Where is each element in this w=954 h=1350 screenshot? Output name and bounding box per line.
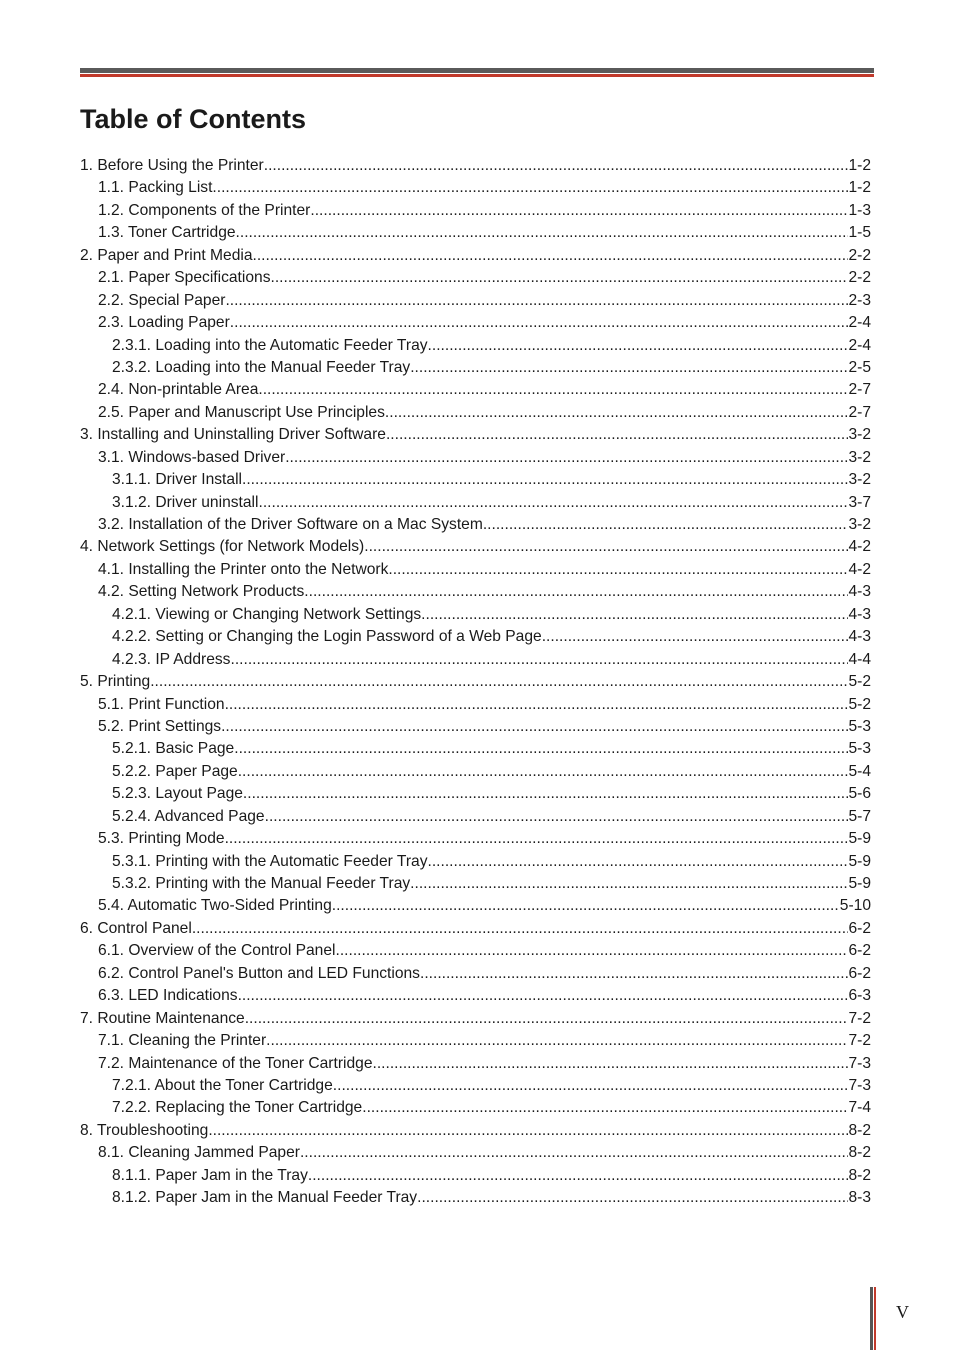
toc-dot-leader	[225, 290, 848, 312]
toc-entry[interactable]	[80, 604, 871, 626]
toc-entry[interactable]	[80, 312, 871, 334]
toc-entry[interactable]	[80, 1075, 871, 1097]
toc-entry-label: 2.2. Special Paper	[98, 291, 226, 309]
toc-entry-page: 8-2	[848, 1144, 871, 1162]
toc-dot-leader	[221, 716, 848, 738]
toc-entry-label: 4.2.3. IP Address	[112, 650, 231, 668]
toc-entry-page: 6-3	[848, 987, 871, 1005]
toc-entry[interactable]	[80, 402, 871, 424]
toc-entry[interactable]	[80, 1030, 871, 1052]
toc-entry-label: 5.3.1. Printing with the Automatic Feeder Tray	[112, 852, 428, 870]
header-rule-accent	[80, 74, 874, 77]
toc-entry[interactable]	[80, 626, 871, 648]
toc-dot-leader	[310, 200, 848, 222]
toc-dot-leader	[410, 873, 848, 895]
toc-entry-page: 3-2	[848, 516, 871, 533]
toc-entry-page: 7-4	[848, 1099, 871, 1117]
toc-entry-page: 2-7	[848, 403, 871, 421]
toc-dot-leader	[333, 1075, 849, 1097]
toc-dot-leader	[225, 694, 849, 716]
toc-entry-page: 2-2	[848, 269, 871, 287]
toc-entry-page: 5-3	[848, 717, 871, 735]
toc-entry-label: 1.2. Components of the Printer	[98, 201, 311, 219]
toc-entry-page: 4-3	[848, 583, 871, 601]
toc-dot-leader	[212, 177, 848, 199]
footer-rule-dark	[870, 1287, 873, 1350]
toc-entry[interactable]	[80, 738, 871, 760]
toc-dot-leader	[420, 963, 848, 985]
toc-entry-page: 8-2	[848, 1166, 871, 1184]
toc-dot-leader	[245, 1008, 849, 1030]
toc-entry-label: 1. Before Using the Printer	[80, 157, 264, 174]
toc-dot-leader	[243, 783, 849, 805]
toc-entry-page: 1-2	[848, 179, 871, 197]
toc-entry-label: 3.1.1. Driver Install	[112, 471, 242, 489]
toc-entry[interactable]	[80, 963, 871, 985]
toc-entry-label: 5. Printing	[80, 673, 151, 691]
toc-dot-leader	[362, 1097, 848, 1119]
toc-entry[interactable]	[80, 828, 871, 850]
toc-entry[interactable]	[80, 783, 871, 805]
toc-entry[interactable]	[80, 1187, 871, 1209]
toc-entry[interactable]	[80, 985, 871, 1007]
toc-entry-page: 4-2	[848, 560, 871, 578]
toc-dot-leader	[266, 1030, 848, 1052]
toc-entry[interactable]	[80, 492, 871, 514]
toc-entry-page: 7-2	[848, 1009, 871, 1027]
toc-entry-label: 1.1. Packing List	[98, 179, 213, 197]
toc-dot-leader	[332, 895, 840, 917]
toc-entry[interactable]	[80, 918, 871, 940]
toc-dot-leader	[253, 245, 849, 267]
toc-dot-leader	[304, 581, 848, 603]
toc-entry-page: 5-7	[848, 807, 871, 825]
toc-entry[interactable]	[80, 806, 871, 828]
toc-dot-leader	[483, 514, 849, 536]
toc-entry-label: 6.1. Overview of the Control Panel	[98, 942, 336, 960]
toc-dot-leader	[150, 671, 848, 693]
toc-entry-label: 1.3. Toner Cartridge	[98, 224, 236, 242]
toc-entry-page: 3-2	[848, 448, 871, 466]
toc-entry-label: 5.2. Print Settings	[98, 717, 222, 735]
toc-dot-leader	[542, 626, 849, 648]
toc-dot-leader	[428, 335, 849, 357]
toc-entry-page: 7-3	[848, 1076, 871, 1094]
toc-entry-label: 2.5. Paper and Manuscript Use Principles	[98, 403, 385, 421]
toc-entry-page: 2-7	[848, 381, 871, 399]
toc-entry-label: 5.3. Printing Mode	[98, 830, 225, 848]
header-rule-dark	[80, 68, 874, 73]
toc-entry-label: 2.3.2. Loading into the Manual Feeder Tray	[112, 358, 411, 376]
toc-dot-leader	[238, 761, 849, 783]
toc-entry[interactable]	[80, 1120, 871, 1142]
toc-entry-label: 2.1. Paper Specifications	[98, 269, 271, 287]
toc-entry-page: 6-2	[848, 964, 871, 982]
toc-entry-label: 3.2. Installation of the Driver Software on a Mac System	[98, 516, 483, 533]
toc-dot-leader	[386, 424, 848, 446]
toc-entry-label: 4. Network Settings (for Network Models)	[80, 538, 365, 556]
toc-dot-leader	[238, 985, 849, 1007]
toc-entry-label: 4.2. Setting Network Products	[98, 583, 305, 601]
toc-entry-label: 4.2.2. Setting or Changing the Login Password of a Web Page	[112, 628, 542, 646]
toc-entry-label: 5.2.3. Layout Page	[112, 785, 243, 803]
toc-entry-page: 4-4	[848, 650, 871, 668]
toc-entry-label: 2.3.1. Loading into the Automatic Feeder Tray	[112, 336, 428, 354]
toc-entry[interactable]	[80, 222, 871, 244]
toc-entry[interactable]	[80, 290, 871, 312]
toc-dot-leader	[421, 604, 848, 626]
toc-entry-label: 8.1.1. Paper Jam in the Tray	[112, 1166, 308, 1184]
toc-entry[interactable]	[80, 873, 871, 895]
toc-entry-label: 4.1. Installing the Printer onto the Network	[98, 560, 389, 578]
toc-entry[interactable]	[80, 559, 871, 581]
toc-entry[interactable]	[80, 940, 871, 962]
toc-entry-label: 5.3.2. Printing with the Manual Feeder Tray	[112, 875, 411, 892]
toc-entry[interactable]	[80, 177, 871, 199]
toc-entry-label: 3. Installing and Uninstalling Driver Software	[80, 426, 386, 444]
toc-entry[interactable]	[80, 694, 871, 716]
page-number: V	[896, 1302, 909, 1322]
toc-entry-page: 5-9	[848, 830, 871, 848]
toc-dot-leader	[265, 806, 849, 828]
toc-entry[interactable]	[80, 1008, 871, 1030]
toc-entry-page: 3-2	[848, 426, 871, 444]
toc-entry-page: 4-2	[848, 538, 871, 556]
toc-entry[interactable]	[80, 155, 871, 177]
toc-entry-page: 2-3	[848, 291, 871, 309]
toc-entry-label: 5.2.1. Basic Page	[112, 740, 235, 758]
toc-dot-leader	[236, 222, 849, 244]
toc-entry-page: 5-4	[848, 762, 871, 780]
toc-entry-label: 2. Paper and Print Media	[80, 246, 253, 264]
toc-entry-page: 5-9	[848, 875, 871, 892]
toc-entry[interactable]	[80, 200, 871, 222]
toc-entry[interactable]	[80, 1053, 871, 1075]
toc-list	[80, 155, 871, 1210]
toc-entry[interactable]	[80, 671, 871, 693]
toc-entry-label: 6.2. Control Panel's Button and LED Functions	[98, 964, 420, 982]
toc-entry[interactable]	[80, 536, 871, 558]
footer-rule-accent	[874, 1287, 876, 1350]
toc-entry-label: 6. Control Panel	[80, 919, 192, 937]
toc-entry-label: 8.1. Cleaning Jammed Paper	[98, 1144, 300, 1162]
toc-entry[interactable]	[80, 335, 871, 357]
toc-dot-leader	[230, 312, 849, 334]
toc-entry[interactable]	[80, 895, 871, 917]
toc-entry[interactable]	[80, 761, 871, 783]
toc-dot-leader	[428, 851, 849, 873]
toc-dot-leader	[225, 828, 849, 850]
toc-entry[interactable]	[80, 447, 871, 469]
toc-dot-leader	[264, 155, 849, 177]
toc-entry-page: 5-3	[848, 740, 871, 758]
toc-entry[interactable]	[80, 514, 871, 536]
toc-entry-label: 8. Troubleshooting	[80, 1121, 209, 1139]
toc-entry-page: 6-2	[848, 942, 871, 960]
toc-entry[interactable]	[80, 1097, 871, 1119]
toc-dot-leader	[417, 1187, 848, 1209]
toc-entry-page: 4-3	[848, 628, 871, 646]
toc-entry-page: 5-10	[839, 897, 871, 915]
toc-entry[interactable]	[80, 1142, 871, 1164]
toc-entry[interactable]	[80, 581, 871, 603]
toc-entry[interactable]	[80, 851, 871, 873]
toc-entry-label: 4.2.1. Viewing or Changing Network Settings	[112, 605, 422, 623]
toc-entry-page: 1-3	[848, 201, 871, 219]
toc-dot-leader	[192, 918, 849, 940]
toc-dot-leader	[242, 469, 848, 491]
toc-entry-label: 5.2.2. Paper Page	[112, 762, 238, 780]
toc-entry-page: 2-4	[848, 314, 871, 332]
toc-entry-page: 1-5	[848, 224, 871, 242]
toc-dot-leader	[258, 492, 848, 514]
toc-entry-label: 3.1.2. Driver uninstall	[112, 493, 259, 511]
toc-entry-label: 6.3. LED Indications	[98, 987, 238, 1005]
toc-entry-label: 2.4. Non-printable Area	[98, 381, 259, 399]
toc-entry-page: 8-3	[848, 1189, 871, 1207]
toc-dot-leader	[388, 559, 848, 581]
toc-entry-label: 7. Routine Maintenance	[80, 1009, 245, 1027]
toc-entry-label: 7.2.2. Replacing the Toner Cartridge	[112, 1099, 363, 1117]
toc-entry-page: 5-2	[848, 673, 871, 691]
toc-entry-page: 3-7	[848, 493, 871, 511]
toc-entry-page: 1-2	[848, 157, 871, 174]
toc-entry-page: 5-9	[848, 852, 871, 870]
toc-entry-label: 7.1. Cleaning the Printer	[98, 1032, 267, 1050]
toc-entry-page: 3-2	[848, 471, 871, 489]
toc-entry-label: 5.4. Automatic Two-Sided Printing	[98, 897, 332, 915]
toc-entry-page: 4-3	[848, 605, 871, 623]
toc-entry-label: 5.1. Print Function	[98, 695, 225, 713]
toc-dot-leader	[258, 379, 848, 401]
page-title: Table of Contents	[80, 104, 306, 134]
toc-dot-leader	[230, 649, 848, 671]
toc-entry-page: 7-2	[848, 1032, 871, 1050]
toc-entry-label: 5.2.4. Advanced Page	[112, 807, 265, 825]
toc-entry-label: 3.1. Windows-based Driver	[98, 448, 286, 466]
toc-entry-page: 2-5	[848, 358, 871, 376]
toc-entry[interactable]	[80, 379, 871, 401]
toc-entry[interactable]	[80, 424, 871, 446]
toc-entry-page: 7-3	[848, 1054, 871, 1072]
toc-entry[interactable]	[80, 1165, 871, 1187]
toc-entry[interactable]	[80, 245, 871, 267]
toc-dot-leader	[234, 738, 848, 760]
toc-dot-leader	[364, 536, 848, 558]
toc-entry-label: 7.2.1. About the Toner Cartridge	[112, 1076, 333, 1094]
toc-entry-page: 8-2	[848, 1121, 871, 1139]
toc-entry[interactable]	[80, 267, 871, 289]
toc-entry-page: 5-6	[848, 785, 871, 803]
toc-dot-leader	[208, 1120, 848, 1142]
toc-entry[interactable]	[80, 469, 871, 491]
toc-entry[interactable]	[80, 716, 871, 738]
toc-dot-leader	[271, 267, 849, 289]
toc-entry-page: 2-4	[848, 336, 871, 354]
toc-entry-page: 5-2	[848, 695, 871, 713]
toc-dot-leader	[336, 940, 849, 962]
toc-entry-page: 2-2	[848, 246, 871, 264]
toc-entry-label: 8.1.2. Paper Jam in the Manual Feeder Tray	[112, 1189, 418, 1207]
toc-dot-leader	[308, 1165, 849, 1187]
toc-entry[interactable]	[80, 649, 871, 671]
toc-entry-page: 6-2	[848, 919, 871, 937]
toc-entry[interactable]	[80, 357, 871, 379]
toc-dot-leader	[385, 402, 849, 424]
toc-dot-leader	[373, 1053, 849, 1075]
toc-dot-leader	[300, 1142, 848, 1164]
toc-entry-label: 2.3. Loading Paper	[98, 314, 230, 332]
toc-entry-label: 7.2. Maintenance of the Toner Cartridge	[98, 1054, 373, 1072]
toc-dot-leader	[410, 357, 848, 379]
toc-dot-leader	[285, 447, 848, 469]
